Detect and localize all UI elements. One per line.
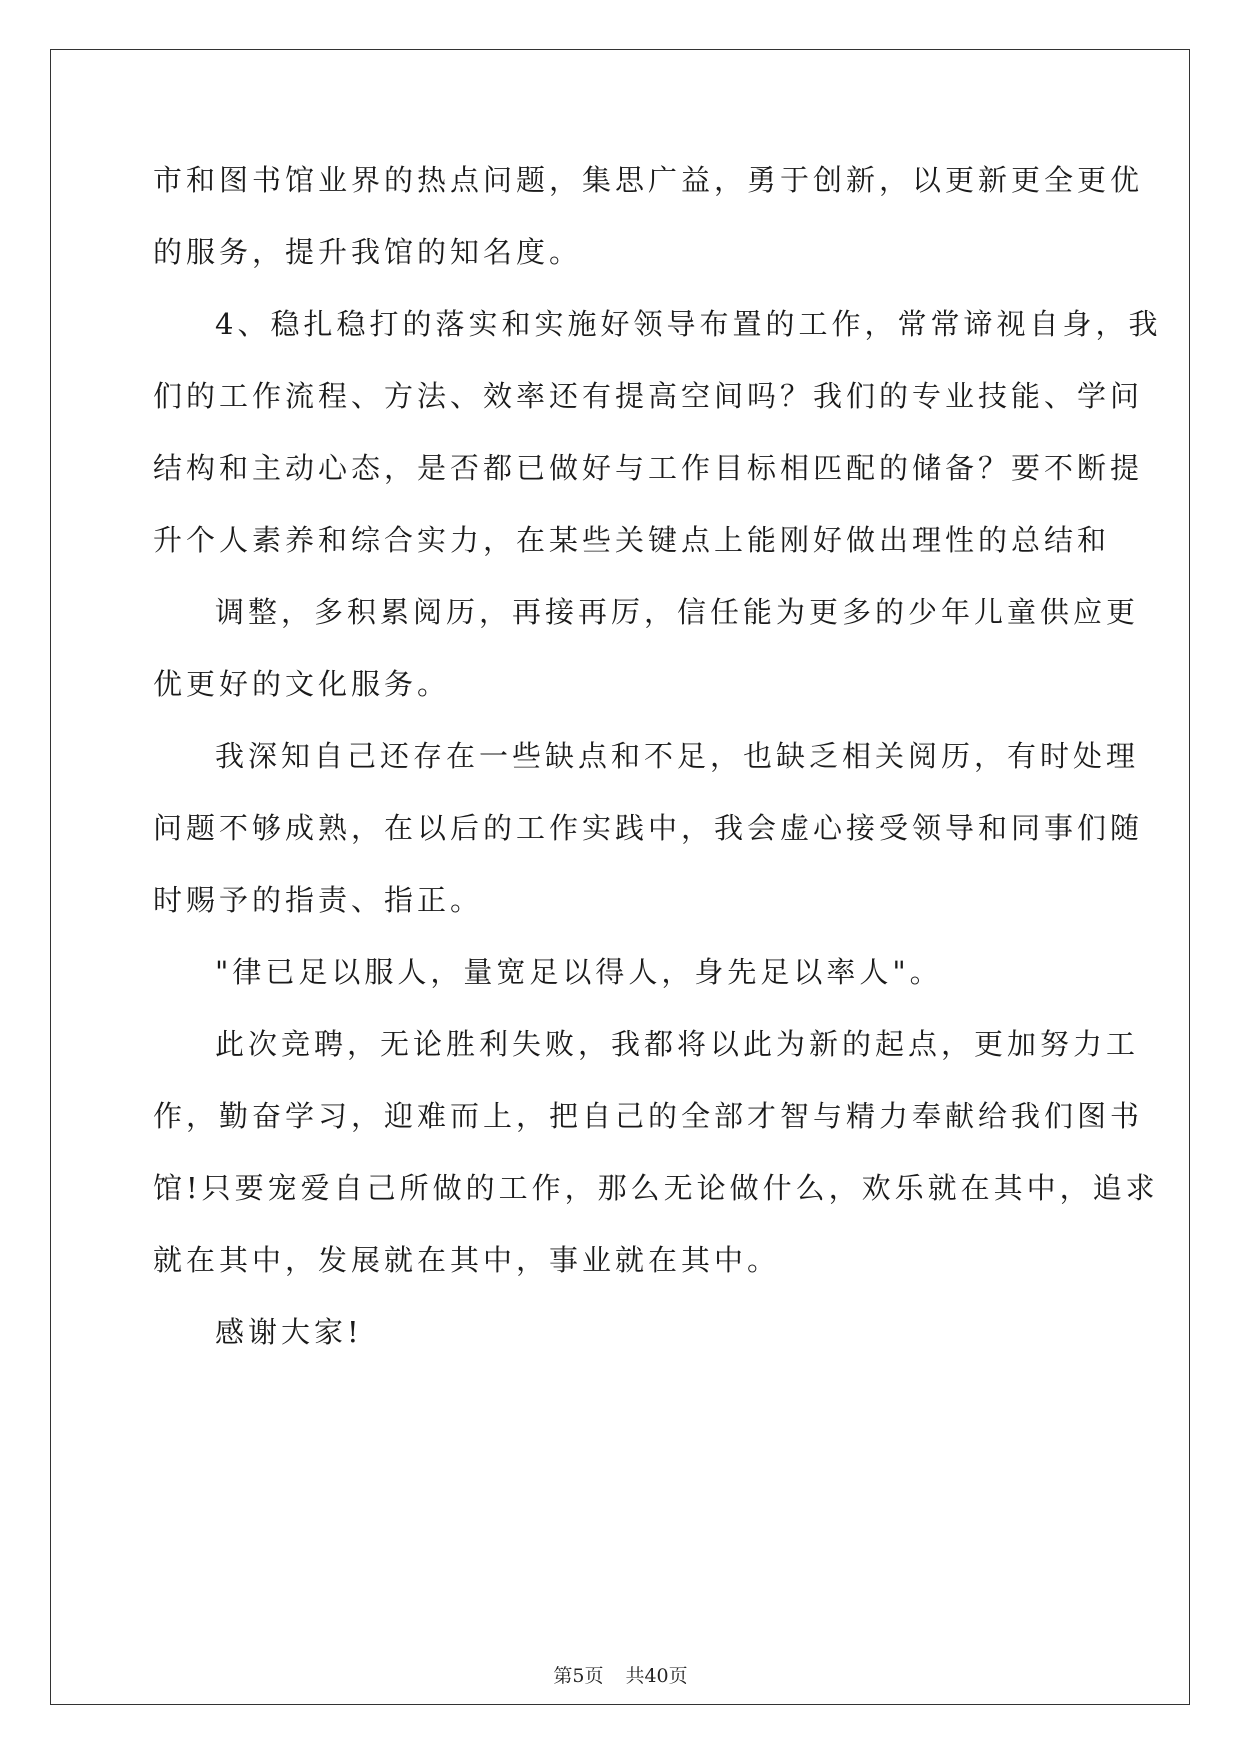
text-line: 市和图书馆业界的热点问题，集思广益，勇于创新，以更新更全更优	[153, 163, 1144, 197]
text-line: 我深知自己还存在一些缺点和不足，也缺乏相关阅历，有时处理	[215, 739, 1140, 773]
text-line: 调整，多积累阅历，再接再厉，信任能为更多的少年儿童供应更	[215, 595, 1140, 629]
page-number: 第5页	[553, 1665, 604, 1687]
text-line: 时赐予的指责、指正。	[153, 883, 484, 917]
text-line: "律已足以服人，量宽足以得人，身先足以率人"。	[215, 955, 943, 989]
text-line: 作，勤奋学习，迎难而上，把自己的全部才智与精力奉献给我们图书	[153, 1099, 1144, 1133]
total-pages: 共40页	[625, 1665, 688, 1687]
text-line: 结构和主动心态，是否都已做好与工作目标相匹配的储备？要不断提	[153, 451, 1144, 485]
text-line: 感谢大家!	[215, 1315, 363, 1349]
text-line: 的服务，提升我馆的知名度。	[153, 235, 583, 269]
text-line: 优更好的文化服务。	[153, 667, 451, 701]
text-line: 就在其中，发展就在其中，事业就在其中。	[153, 1243, 781, 1277]
text-line: 们的工作流程、方法、效率还有提高空间吗？我们的专业技能、学问	[153, 379, 1144, 413]
text-line: 此次竞聘，无论胜利失败，我都将以此为新的起点，更加努力工	[215, 1027, 1140, 1061]
text-line: 4、稳扎稳打的落实和实施好领导布置的工作，常常谛视自身，我	[215, 307, 1162, 341]
text-line: 馆!只要宠爱自己所做的工作，那么无论做什么，欢乐就在其中，追求	[153, 1171, 1159, 1205]
text-line: 升个人素养和综合实力，在某些关键点上能刚好做出理性的总结和	[153, 523, 1111, 557]
page-footer	[0, 1664, 1241, 1688]
text-line: 问题不够成熟，在以后的工作实践中，我会虚心接受领导和同事们随	[153, 811, 1144, 845]
page-border	[50, 49, 1190, 1705]
